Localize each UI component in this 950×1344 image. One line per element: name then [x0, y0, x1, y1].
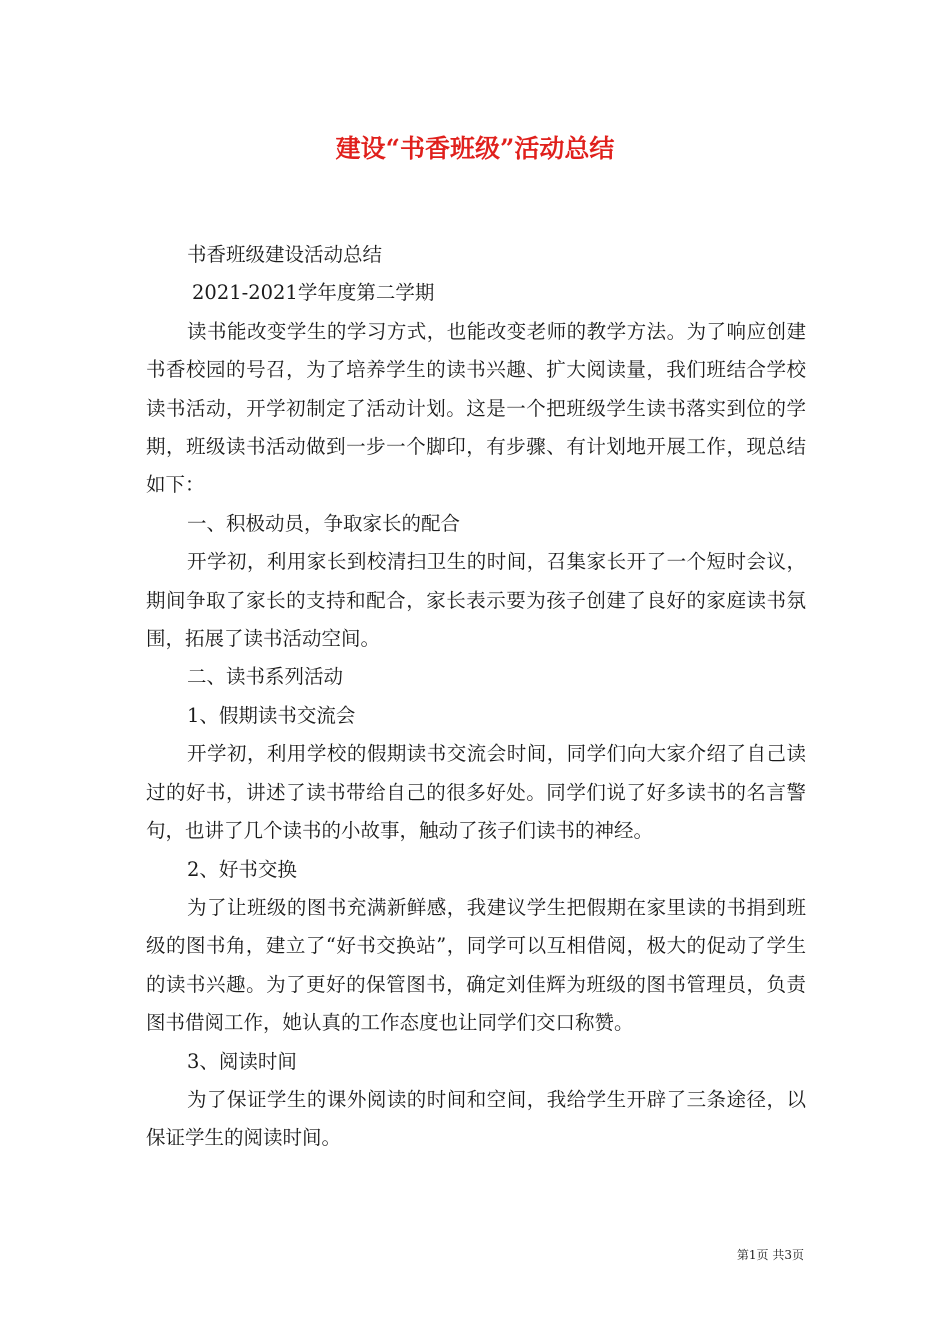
subsection-heading: 2、好书交换 [187, 857, 297, 881]
paragraph: 读书能改变学生的学习方式，也能改变老师的教学方法。为了响应创建书香校园的号召，为了培养学生的读书兴趣、扩大阅读量，我们班结合学校读书活动，开学初制定了活动计划。这是一个把班级学生读书落实到位的学期，班级读书活动做到一步一个脚印，有步骤、有计划地开展工作，现总结如下： [146, 319, 806, 497]
subtitle-line: 书香班级建设活动总结 [187, 243, 383, 266]
section-heading: 一、积极动员，争取家长的配合 [187, 511, 461, 535]
paragraph: 为了保证学生的课外阅读的时间和空间，我给学生开辟了三条途径，以保证学生的阅读时间。 [146, 1087, 806, 1150]
semester-line: 2021-2021学年度第二学期 [192, 281, 435, 305]
page-number: 第1页 共3页 [736, 1248, 804, 1262]
document-title: 建设“书香班级”活动总结 [335, 134, 615, 163]
document-body [146, 236, 806, 1158]
subsection-heading: 3、阅读时间 [187, 1049, 297, 1073]
section-heading: 二、读书系列活动 [187, 665, 344, 689]
subsection-heading: 1、假期读书交流会 [187, 703, 356, 727]
paragraph: 为了让班级的图书充满新鲜感，我建议学生把假期在家里读的书捐到班级的图书角，建立了“好书交换站”，同学可以互相借阅，极大的促动了学生的读书兴趣。为了更好的保管图书，确定刘佳辉为班级的图书管理员，负责图书借阅工作，她认真的工作态度也让同学们交口称赞。 [146, 895, 806, 1035]
paragraph: 开学初，利用学校的假期读书交流会时间，同学们向大家介绍了自己读过的好书，讲述了读书带给自己的很多好处。同学们说了好多读书的名言警句，也讲了几个读书的小故事，触动了孩子们读书的神经。 [146, 742, 806, 843]
paragraph: 开学初，利用家长到校清扫卫生的时间，召集家长开了一个短时会议，期间争取了家长的支持和配合，家长表示要为孩子创建了良好的家庭读书氛围，拓展了读书活动空间。 [146, 550, 806, 651]
